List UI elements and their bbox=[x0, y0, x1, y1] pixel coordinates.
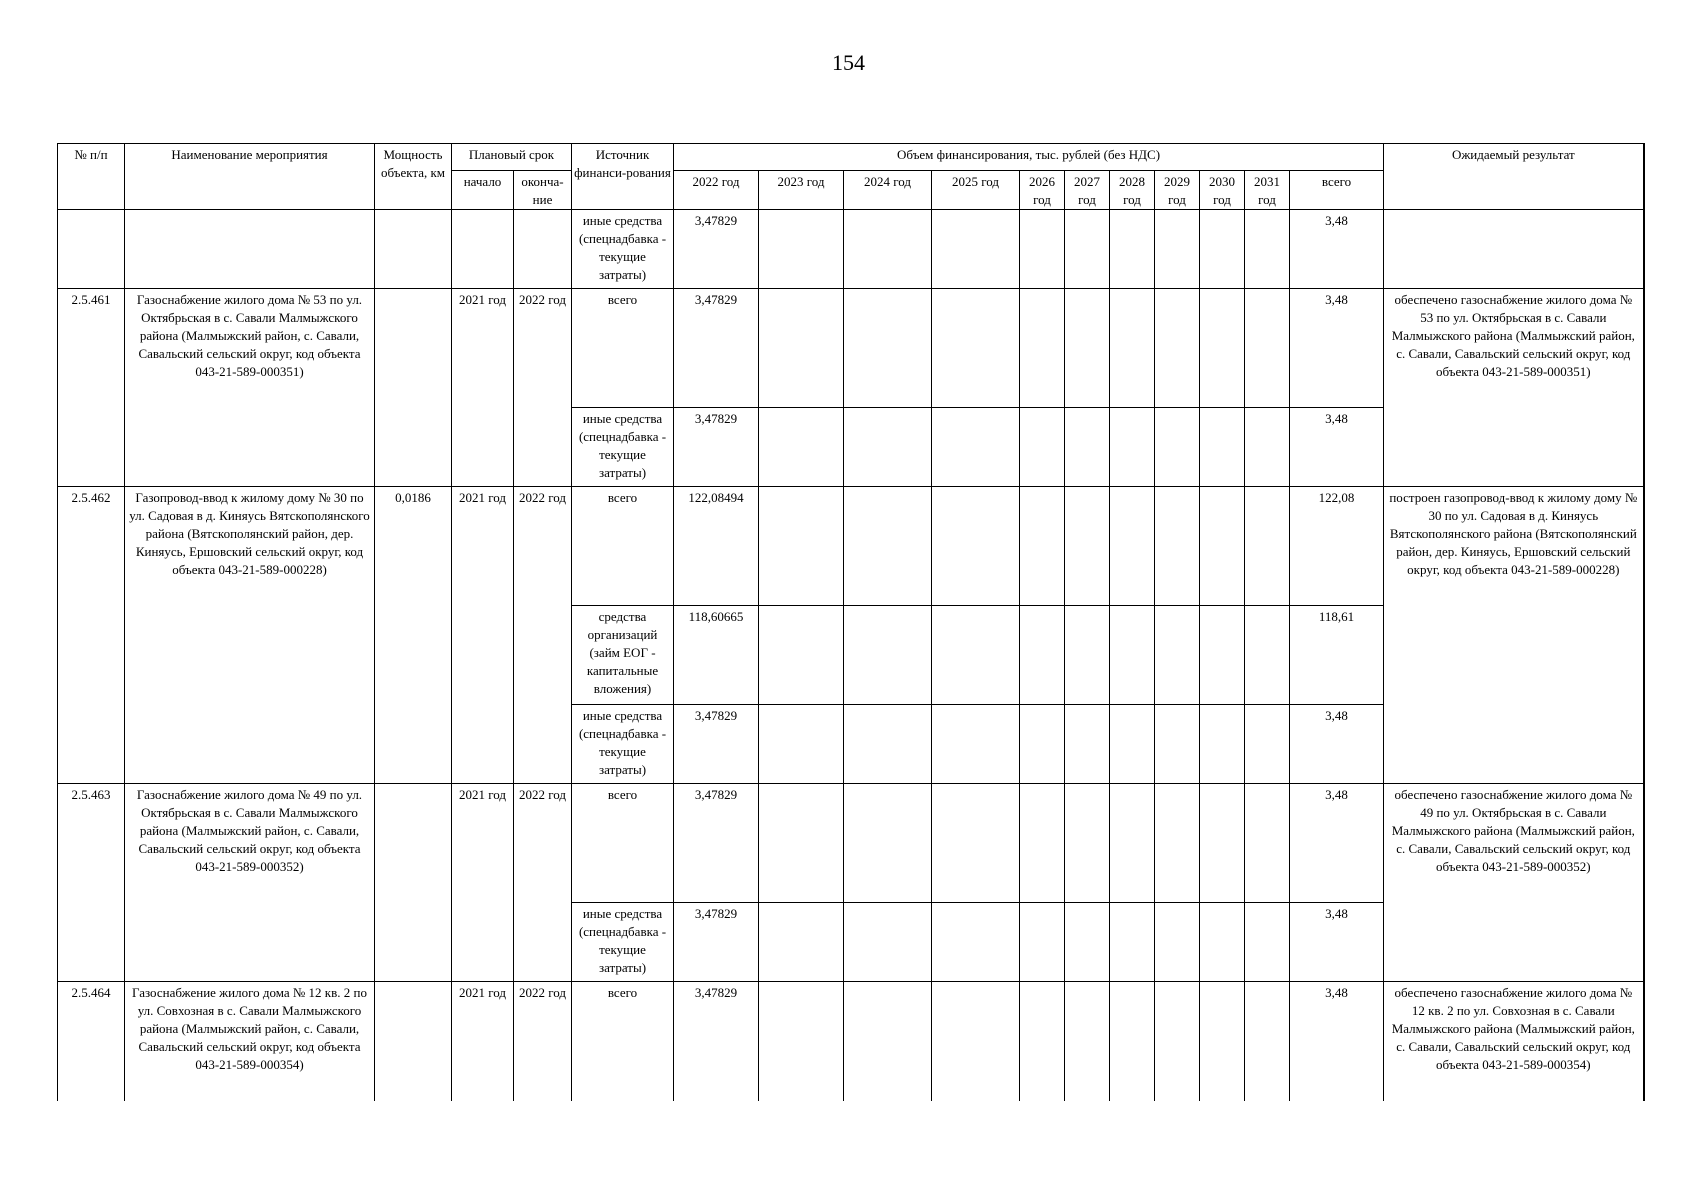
header-total: всего bbox=[1290, 171, 1384, 210]
header-year: 2027 год bbox=[1065, 171, 1110, 210]
header-end: оконча-ние bbox=[514, 171, 572, 210]
header-year: 2030 год bbox=[1200, 171, 1245, 210]
cell-total: 122,08 bbox=[1290, 487, 1384, 606]
cell-start: 2021 год bbox=[452, 982, 514, 1101]
cell-total: 3,48 bbox=[1290, 408, 1384, 487]
header-period: Плановый срок bbox=[452, 144, 572, 171]
cell-name bbox=[125, 210, 375, 289]
header-name: Наименование мероприятия bbox=[125, 144, 375, 210]
cell-total: 3,48 bbox=[1290, 784, 1384, 903]
cell-end: 2022 год bbox=[514, 784, 572, 982]
header-year: 2026 год bbox=[1020, 171, 1065, 210]
cell-num: 2.5.461 bbox=[58, 289, 125, 487]
cell-end: 2022 год bbox=[514, 289, 572, 487]
cell-source: всего bbox=[572, 487, 674, 606]
cell-start bbox=[452, 210, 514, 289]
header-year: 2022 год bbox=[674, 171, 759, 210]
header-year: 2029 год bbox=[1155, 171, 1200, 210]
cell-source: средства организаций (займ ЕОГ - капитальные вложения) bbox=[572, 606, 674, 705]
cell-source: иные средства (спецнадбавка - текущие затраты) bbox=[572, 903, 674, 982]
header-start: начало bbox=[452, 171, 514, 210]
table-row bbox=[58, 982, 1644, 1101]
cell-y2022: 3,47829 bbox=[674, 289, 759, 408]
cell-power bbox=[375, 982, 452, 1101]
cell-source: иные средства (спецнадбавка - текущие затраты) bbox=[572, 705, 674, 784]
cell-num bbox=[58, 210, 125, 289]
header-volume: Объем финансирования, тыс. рублей (без НДС) bbox=[674, 144, 1384, 171]
cell-total: 3,48 bbox=[1290, 903, 1384, 982]
cell-name: Газопровод-ввод к жилому дому № 30 по ул. Садовая в д. Киняусь Вятскополянского района (Вятскополянский район, дер. Киняусь, Ершовский сельский округ, код объекта 043-21-589-000228) bbox=[125, 487, 375, 784]
cell-power bbox=[375, 784, 452, 982]
cell-name: Газоснабжение жилого дома № 49 по ул. Октябрьская в с. Савали Малмыжского района (Малмыжский район, с. Савали, Савальский сельский округ, код объекта 043-21-589-000352) bbox=[125, 784, 375, 982]
page-number: 154 bbox=[832, 50, 865, 75]
cell-end: 2022 год bbox=[514, 982, 572, 1101]
table-row bbox=[58, 289, 1644, 408]
cell-result: обеспечено газоснабжение жилого дома № 53 по ул. Октябрьская в с. Савали Малмыжского района (Малмыжский район, с. Савали, Савальский сельский округ, код объекта 043-21-589-000351) bbox=[1384, 289, 1644, 487]
financing-table bbox=[57, 143, 1645, 1101]
cell-result: построен газопровод-ввод к жилому дому № 30 по ул. Садовая в д. Киняусь Вятскополянского района (Вятскополянский район, дер. Киняусь, Ершовский сельский округ, код объекта 043-21-589-000228) bbox=[1384, 487, 1644, 784]
table-row bbox=[58, 487, 1644, 606]
cell-total: 3,48 bbox=[1290, 982, 1384, 1101]
cell-y2022: 118,60665 bbox=[674, 606, 759, 705]
cell-start: 2021 год bbox=[452, 784, 514, 982]
header-year: 2028 год bbox=[1110, 171, 1155, 210]
cell-y2022: 3,47829 bbox=[674, 784, 759, 903]
cell-y2022: 3,47829 bbox=[674, 903, 759, 982]
table-row bbox=[58, 784, 1644, 903]
cell-name: Газоснабжение жилого дома № 12 кв. 2 по ул. Совхозная в с. Савали Малмыжского района (Малмыжский район, с. Савали, Савальский сельский округ, код объекта 043-21-589-000354) bbox=[125, 982, 375, 1101]
cell-y2022: 122,08494 bbox=[674, 487, 759, 606]
cell-end: 2022 год bbox=[514, 487, 572, 784]
cell-end bbox=[514, 210, 572, 289]
cell-y2022: 3,47829 bbox=[674, 210, 759, 289]
cell-power: 0,0186 bbox=[375, 487, 452, 784]
cell-num: 2.5.463 bbox=[58, 784, 125, 982]
cell-start: 2021 год bbox=[452, 289, 514, 487]
cell-total: 118,61 bbox=[1290, 606, 1384, 705]
cell-start: 2021 год bbox=[452, 487, 514, 784]
header-year: 2031 год bbox=[1245, 171, 1290, 210]
header-power: Мощность объекта, км bbox=[375, 144, 452, 210]
cell-name: Газоснабжение жилого дома № 53 по ул. Октябрьская в с. Савали Малмыжского района (Малмыжский район, с. Савали, Савальский сельский округ, код объекта 043-21-589-000351) bbox=[125, 289, 375, 487]
cell-source: всего bbox=[572, 289, 674, 408]
header-num: № п/п bbox=[58, 144, 125, 210]
header-year: 2025 год bbox=[932, 171, 1020, 210]
cell-y2022: 3,47829 bbox=[674, 408, 759, 487]
header-source: Источник финанси-рования bbox=[572, 144, 674, 210]
cell-source: иные средства (спецнадбавка - текущие затраты) bbox=[572, 408, 674, 487]
cell-total: 3,48 bbox=[1290, 289, 1384, 408]
cell-y2022: 3,47829 bbox=[674, 982, 759, 1101]
table-row-continuation bbox=[58, 210, 1644, 289]
cell-num: 2.5.462 bbox=[58, 487, 125, 784]
cell-source: всего bbox=[572, 784, 674, 903]
header-year: 2024 год bbox=[844, 171, 932, 210]
cell-num: 2.5.464 bbox=[58, 982, 125, 1101]
cell-result: обеспечено газоснабжение жилого дома № 49 по ул. Октябрьская в с. Савали Малмыжского района (Малмыжский район, с. Савали, Савальский сельский округ, код объекта 043-21-589-000352) bbox=[1384, 784, 1644, 982]
cell-power bbox=[375, 289, 452, 487]
cell-source: всего bbox=[572, 982, 674, 1101]
cell-y2022: 3,47829 bbox=[674, 705, 759, 784]
cell-power bbox=[375, 210, 452, 289]
cell-source: иные средства (спецнадбавка - текущие затраты) bbox=[572, 210, 674, 289]
cell-result bbox=[1384, 210, 1644, 289]
header-year: 2023 год bbox=[759, 171, 844, 210]
cell-total: 3,48 bbox=[1290, 210, 1384, 289]
cell-total: 3,48 bbox=[1290, 705, 1384, 784]
cell-result: обеспечено газоснабжение жилого дома № 12 кв. 2 по ул. Совхозная в с. Савали Малмыжского района (Малмыжский район, с. Савали, Савальский сельский округ, код объекта 043-21-589-000354) bbox=[1384, 982, 1644, 1101]
header-result: Ожидаемый результат bbox=[1384, 144, 1644, 210]
